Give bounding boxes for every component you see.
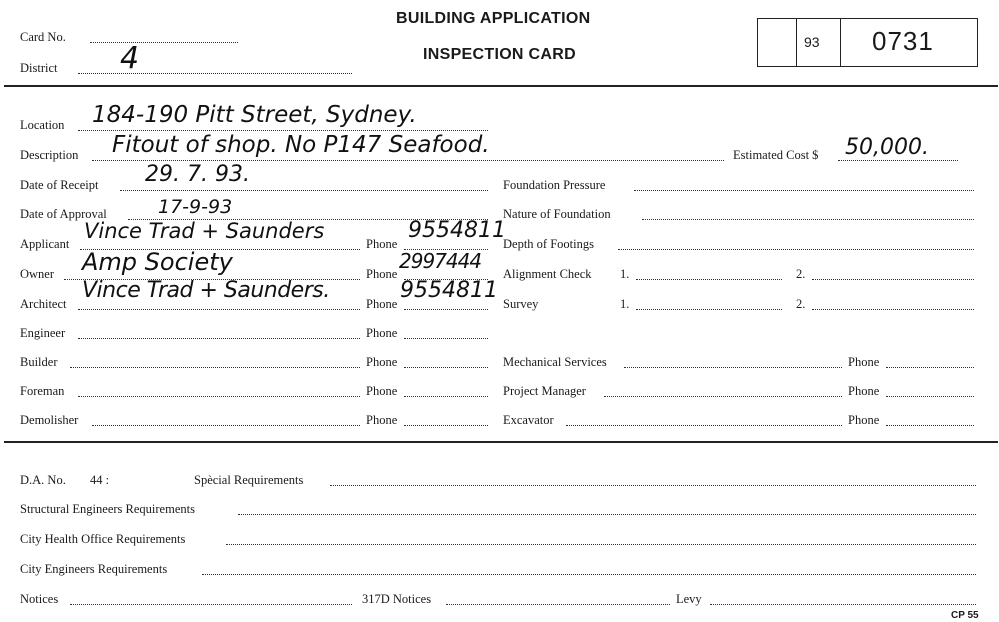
estimated-cost-label: Estimated Cost $ [733,148,819,162]
card-title-line2: INSPECTION CARD [423,46,576,63]
card-year: 93 [804,34,820,50]
date-receipt-label: Date of Receipt [20,178,99,192]
demolisher-field[interactable] [92,425,360,426]
demolisher-phone-field[interactable] [404,425,488,426]
special-requirements-label: Spècial Requirements [194,473,304,487]
depth-footings-field[interactable] [618,249,974,250]
foreman-field[interactable] [78,396,360,397]
notices-label: Notices [20,592,59,606]
estimated-cost-value: 50,000. [845,135,929,160]
builder-label: Builder [20,355,58,369]
mechanical-phone-label: Phone [848,355,880,369]
alignment-num2: 2. [796,267,806,281]
levy-label: Levy [676,592,702,606]
nature-foundation-field[interactable] [642,219,974,220]
structural-label: Structural Engineers Requirements [20,502,195,516]
alignment-check-label: Alignment Check [503,267,592,281]
project-manager-field[interactable] [604,396,842,397]
applicant-phone-value: 9554811 [408,218,506,243]
middle-rule [4,441,998,443]
structural-field[interactable] [238,514,976,515]
builder-phone-field[interactable] [404,367,488,368]
demolisher-phone-label: Phone [366,413,398,427]
engineer-label: Engineer [20,326,66,340]
excavator-label: Excavator [503,413,554,427]
card-no-field[interactable] [90,42,238,43]
excavator-phone-field[interactable] [886,425,974,426]
demolisher-label: Demolisher [20,413,79,427]
alignment-check-2-field[interactable] [812,279,974,280]
survey-2-field[interactable] [812,309,974,310]
health-label: City Health Office Requirements [20,532,186,546]
owner-phone-label: Phone [366,267,398,281]
mechanical-phone-field[interactable] [886,367,974,368]
alignment-check-1-field[interactable] [636,279,782,280]
form-code: CP 55 [951,610,979,621]
excavator-phone-label: Phone [848,413,880,427]
engineer-phone-label: Phone [366,326,398,340]
location-field[interactable] [78,130,488,131]
district-value: 4 [120,41,140,76]
estimated-cost-field[interactable] [838,160,958,161]
mechanical-field[interactable] [624,367,842,368]
notices-317d-label: 317D Notices [362,592,432,606]
architect-label: Architect [20,297,67,311]
date-receipt-value: 29. 7. 93. [145,162,250,187]
survey-label: Survey [503,297,539,311]
foreman-phone-label: Phone [366,384,398,398]
card-number-box [757,18,978,67]
health-field[interactable] [226,544,976,545]
architect-phone-field[interactable] [404,309,488,310]
owner-phone-value: 2997444 [399,249,482,273]
notices-field[interactable] [70,604,352,605]
date-approval-label: Date of Approval [20,207,107,221]
depth-footings-label: Depth of Footings [503,237,594,251]
description-label: Description [20,148,79,162]
project-manager-phone-label: Phone [848,384,880,398]
levy-field[interactable] [710,604,976,605]
survey-num1: 1. [620,297,630,311]
project-manager-phone-field[interactable] [886,396,974,397]
location-value: 184-190 Pitt Street, Sydney. [92,102,417,128]
special-requirements-field[interactable] [330,485,976,486]
location-label: Location [20,118,65,132]
excavator-field[interactable] [566,425,842,426]
date-approval-value: 17-9-93 [158,196,233,218]
applicant-phone-label: Phone [366,237,398,251]
architect-phone-label: Phone [366,297,398,311]
city-engineers-field[interactable] [202,574,976,575]
card-number: 0731 [872,26,934,56]
description-field[interactable] [92,160,724,161]
owner-value: Amp Society [82,248,233,276]
builder-field[interactable] [70,367,360,368]
foundation-pressure-label: Foundation Pressure [503,178,606,192]
engineer-field[interactable] [78,338,360,339]
survey-num2: 2. [796,297,806,311]
date-receipt-field[interactable] [120,190,488,191]
builder-phone-label: Phone [366,355,398,369]
project-manager-label: Project Manager [503,384,586,398]
da-value: 44 : [90,473,110,487]
owner-label: Owner [20,267,55,281]
survey-1-field[interactable] [636,309,782,310]
nature-foundation-label: Nature of Foundation [503,207,611,221]
district-label: District [20,61,58,75]
foundation-pressure-field[interactable] [634,190,974,191]
header-rule [4,85,998,87]
foreman-label: Foreman [20,384,65,398]
description-value: Fitout of shop. No P147 Seafood. [112,132,490,158]
foreman-phone-field[interactable] [404,396,488,397]
card-no-label: Card No. [20,30,66,44]
mechanical-label: Mechanical Services [503,355,607,369]
applicant-label: Applicant [20,237,70,251]
alignment-num1: 1. [620,267,630,281]
da-label: D.A. No. [20,473,66,487]
city-engineers-label: City Engineers Requirements [20,562,168,576]
card-title-line1: BUILDING APPLICATION [396,10,591,27]
notices-317d-field[interactable] [446,604,670,605]
applicant-value: Vince Trad + Saunders [84,219,325,243]
architect-phone-value: 9554811 [400,278,498,303]
architect-field[interactable] [78,309,360,310]
engineer-phone-field[interactable] [404,338,488,339]
architect-value: Vince Trad + Saunders. [82,278,330,303]
card-number-divider-2 [840,18,841,67]
card-number-divider-1 [796,18,797,67]
